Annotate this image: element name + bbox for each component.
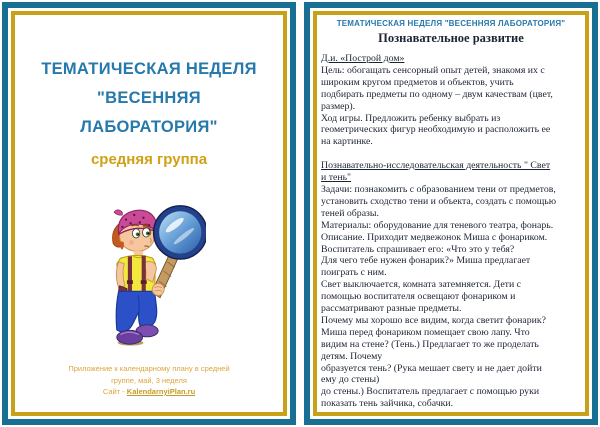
text-line: Для чего тебе нужен фонарик?» Миша предлагает — [321, 255, 531, 267]
text-line: Материалы: оборудование для теневого театра, фонарь. — [321, 219, 554, 231]
text-line: Воспитатель спрашивает его: «Что это у тебя? — [321, 243, 515, 255]
text-line: помощью воспитателя освещают фонариком и — [321, 291, 516, 303]
text-line: Почему мы хорошо все видим, когда светит фонарик? — [321, 314, 546, 326]
text-line: теней образы. — [321, 207, 379, 219]
footer-line: группе, май, 3 неделя — [111, 375, 187, 385]
page-left-teal-border — [2, 2, 296, 425]
text-line: геометрических фигур необходимую и расположить ее — [321, 124, 551, 136]
footer-note — [15, 363, 283, 398]
boy-with-magnifying-glass-illustration — [92, 203, 206, 352]
title-line-2: "ВЕСЕННЯЯ — [97, 89, 201, 107]
page-title — [15, 55, 283, 142]
section-title: Познавательное развитие — [378, 31, 524, 45]
text-line: Ход игры. Предложить ребенку выбрать из — [321, 112, 501, 124]
illustration-container — [92, 203, 206, 357]
page-right-teal-border — [304, 2, 598, 425]
text-line: подбирать предметы по одному – двум качествам (цвет, — [321, 88, 553, 100]
site-label: Сайт - — [102, 387, 127, 396]
footer-line — [15, 386, 283, 398]
text-line: до стены.) Воспитатель предлагает с помощью руки — [321, 386, 540, 398]
text-line: детям. Почему — [321, 350, 383, 362]
text-line: Задачи: познакомить с образованием тени от предметов, — [321, 183, 556, 195]
text-line: видим на стене? (Тень.) Предлагает то же проделать — [321, 338, 539, 350]
text-line: размер). — [321, 100, 356, 112]
text-line: показать тень зайчика, собачки. — [321, 398, 454, 410]
text-line: широким кругом предметов и объектов, учить — [321, 76, 514, 88]
text-line: Познавательно-исследовательская деятельность " Свет — [321, 160, 551, 172]
text-line: Цель: обогащать сенсорный опыт детей, знакомя их с — [321, 64, 545, 76]
text-line: Свет выключается, комната затемняется. Дети с — [321, 279, 521, 291]
text-line: установить сходство тени и объекта, создать с помощью — [321, 195, 557, 207]
kalendarnyiplan-link[interactable]: KalendarnyiPlan.ru — [126, 387, 196, 396]
boy-figure — [113, 210, 159, 346]
text-line: ему до стены) — [321, 374, 380, 386]
title-line-1: ТЕМАТИЧЕСКАЯ НЕДЕЛЯ — [41, 60, 257, 78]
text-line: Д.и. «Построй дом» — [321, 53, 405, 64]
right-page-header: ТЕМАТИЧЕСКАЯ НЕДЕЛЯ "ВЕСЕННЯЯ ЛАБОРАТОРИЯ" — [336, 19, 566, 28]
text-line: на картинке. — [321, 136, 373, 148]
text-line — [321, 148, 584, 160]
text-line: Описание. Приходит медвежонок Миша с фонариком. — [321, 231, 548, 243]
page-right — [304, 2, 598, 425]
text-line: Миша перед фонариком помещает свою лапу. Что — [321, 326, 530, 338]
lesson-text — [321, 53, 584, 410]
title-line-3: ЛАБОРАТОРИЯ" — [80, 118, 218, 136]
footer-line: Приложение к календарному плану в средней — [68, 364, 230, 373]
page-left — [2, 2, 296, 425]
text-line: поиграть с ним. — [321, 267, 387, 279]
page-right-gold-border — [313, 11, 589, 416]
text-line: образуется тень? (Рука мешает свету и не дает дойти — [321, 362, 542, 374]
text-line: рассматривают разные предметы. — [321, 303, 462, 315]
page-left-gold-border — [11, 11, 287, 416]
text-line: и тень" — [321, 172, 352, 184]
magnifying-glass — [152, 206, 206, 298]
group-subtitle: средняя группа — [90, 151, 208, 168]
